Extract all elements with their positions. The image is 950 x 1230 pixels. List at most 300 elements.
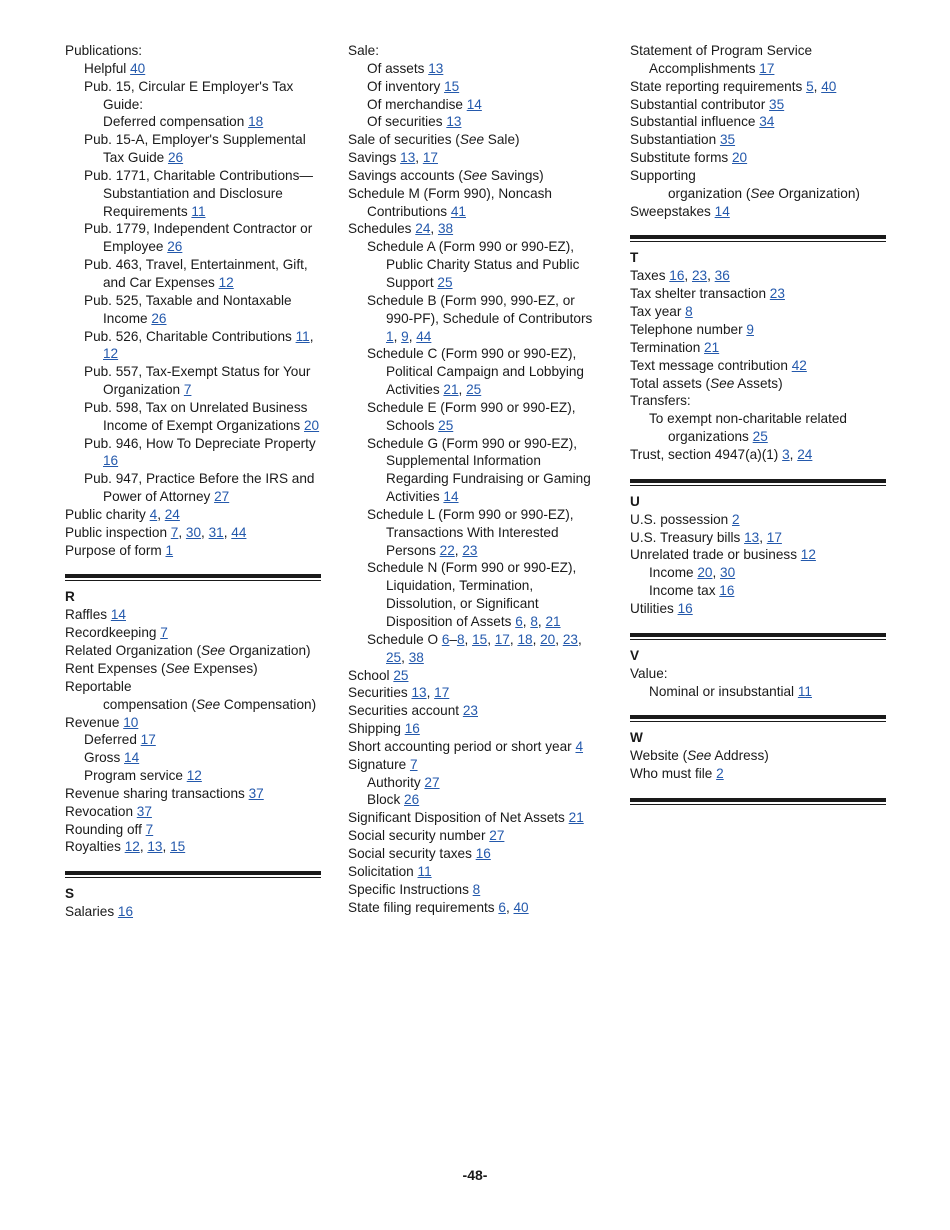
page-link[interactable]: 16 (669, 268, 685, 284)
index-entry (630, 665, 886, 683)
index-entry (348, 881, 604, 899)
page-link[interactable]: 17 (422, 150, 438, 166)
page-link[interactable]: 23 (462, 703, 478, 719)
entry-text-tail: Address) (711, 748, 769, 764)
index-entry (630, 131, 886, 149)
index-entry (65, 624, 321, 642)
section-letter-heading: R (65, 589, 75, 605)
page-link[interactable]: 2 (732, 511, 740, 527)
index-entry (65, 803, 321, 821)
page-separator: , (157, 506, 165, 522)
page-link[interactable]: 13 (400, 150, 416, 166)
page-link[interactable]: 35 (769, 96, 785, 112)
page-link[interactable]: 24 (164, 506, 180, 522)
entry-text: Statement of Program Service Accomplishments (630, 43, 813, 76)
page-link[interactable]: 8 (472, 881, 481, 897)
index-entry (65, 696, 321, 714)
entry-text: Revenue (65, 714, 124, 730)
page-link[interactable]: 17 (759, 60, 775, 76)
entry-text: Publications: (65, 43, 143, 58)
page-link[interactable]: 30 (720, 565, 736, 581)
page-link[interactable]: 6 (515, 614, 523, 629)
page-separator: , (813, 78, 822, 94)
page-link[interactable]: 15 (472, 631, 488, 647)
page-separator: , (505, 899, 514, 915)
section-letter-heading: U (630, 493, 640, 509)
index-entry (65, 506, 321, 524)
page-link[interactable]: 14 (110, 607, 126, 623)
entry-text: Schedule C (Form 990 or 990-EZ), Political Campaign and Lobbying Activities (367, 346, 584, 398)
page-separator: , (426, 685, 435, 701)
index-entry (630, 303, 886, 321)
entry-text: Schedules (348, 221, 416, 237)
page-link[interactable]: 6 (498, 899, 506, 915)
page-separator: , (789, 446, 798, 462)
index-entry (630, 339, 886, 357)
index-entry (630, 546, 886, 564)
page-separator: , (537, 614, 546, 629)
page-link[interactable]: 6 (441, 631, 450, 647)
index-entry (348, 220, 604, 238)
entry-text: Savings accounts ( (348, 167, 463, 183)
index-entry (630, 113, 886, 131)
page-link[interactable]: 7 (160, 625, 168, 641)
page-separator: , (309, 328, 314, 344)
page-link[interactable]: 10 (123, 714, 139, 730)
page-link[interactable]: 38 (408, 649, 424, 665)
entry-text: Sweepstakes (630, 203, 715, 219)
index-entry (348, 345, 604, 399)
page-link[interactable]: 23 (691, 268, 708, 284)
page-link[interactable]: 12 (800, 547, 816, 563)
page-link[interactable]: 14 (714, 203, 730, 219)
entry-text: Schedule O (367, 631, 442, 647)
page-link[interactable]: 16 (719, 583, 735, 599)
page-link[interactable]: 40 (130, 60, 146, 76)
index-entry (630, 765, 886, 783)
page-link[interactable]: 14 (466, 96, 482, 112)
page-link[interactable]: 13 (428, 60, 444, 76)
page-link[interactable]: 9 (401, 328, 409, 344)
entry-text: Pub. 946, How To Depreciate Property (84, 435, 316, 451)
entry-text: Trust, section 4947(a)(1) (630, 446, 783, 462)
page-link[interactable]: 25 (438, 417, 454, 433)
page-link[interactable]: 36 (714, 268, 730, 284)
page-link[interactable]: 20 (540, 631, 556, 647)
page-link[interactable]: 7 (409, 756, 418, 772)
index-entry (348, 42, 604, 60)
index-entry (348, 667, 604, 685)
entry-text: Pub. 1779, Independent Contractor or Employee (84, 221, 313, 255)
page-link[interactable]: 44 (416, 328, 432, 344)
index-entry (65, 42, 321, 60)
index-entry (65, 78, 321, 114)
page-link[interactable]: 12 (103, 346, 119, 362)
entry-text: Pub. 15-A, Employer's Supplemental Tax Guide (84, 132, 306, 166)
page-link[interactable]: 23 (462, 542, 478, 558)
index-entry (348, 702, 604, 720)
entry-text: To exempt non-charitable related organizations (649, 411, 847, 445)
entry-text: Deferred compensation (103, 114, 249, 130)
page-link[interactable]: 16 (103, 453, 119, 469)
entry-text: Signature (348, 756, 410, 772)
page-link[interactable]: 16 (117, 904, 134, 920)
entry-text: Tax shelter transaction (630, 286, 770, 302)
index-entry (65, 131, 321, 167)
entry-text: Utilities (630, 600, 678, 616)
page-link[interactable]: 24 (797, 446, 813, 462)
page-separator: , (522, 614, 531, 629)
page-separator: , (712, 565, 721, 581)
page-separator: , (139, 839, 148, 855)
entry-text: Supporting (630, 167, 696, 183)
page-link[interactable]: 20 (732, 150, 748, 166)
entry-text: Short accounting period or short year (348, 738, 576, 754)
page-link[interactable]: 1 (386, 328, 394, 344)
section-letter-heading: W (630, 730, 643, 746)
index-entry (348, 791, 604, 809)
index-entry (65, 660, 321, 678)
entry-text: School (348, 667, 394, 683)
entry-text: State reporting requirements (630, 78, 807, 94)
page-link[interactable]: 26 (151, 310, 167, 326)
index-entry (65, 470, 321, 506)
index-entry (348, 506, 604, 560)
index-entry (65, 542, 321, 560)
entry-text: Salaries (65, 904, 118, 920)
entry-text: Pub. 947, Practice Before the IRS and Power of Attorney (84, 471, 315, 505)
page-link[interactable]: 26 (404, 792, 420, 808)
page-link[interactable]: 24 (415, 221, 431, 237)
entry-text-tail: Expenses) (189, 661, 258, 676)
page-link[interactable]: 41 (450, 203, 466, 219)
entry-text: Of securities (367, 114, 447, 130)
page-separator: , (532, 631, 541, 647)
page-link[interactable]: 11 (295, 328, 310, 344)
entry-text: Pub. 463, Travel, Entertainment, Gift, and Car Expenses (84, 257, 308, 290)
page-link[interactable]: 3 (782, 446, 790, 462)
index-entry (348, 238, 604, 292)
page-link[interactable]: 26 (167, 239, 183, 255)
entry-text: Termination (630, 339, 705, 355)
page-link[interactable]: 8 (685, 304, 693, 320)
index-entry (65, 328, 321, 364)
index-entry (65, 167, 321, 221)
page-link[interactable]: 13 (744, 529, 760, 545)
section-rule (630, 479, 886, 483)
entry-text-tail: Assets) (734, 375, 783, 391)
index-entry (65, 731, 321, 749)
index-entry (630, 167, 886, 185)
entry-text: Reportable (65, 678, 132, 694)
section-letter-heading: S (65, 886, 75, 902)
index-entry (630, 582, 886, 600)
page-link[interactable]: 18 (248, 114, 264, 130)
index-entry (630, 511, 886, 529)
section-letter-heading: V (630, 647, 640, 663)
page-link[interactable]: 21 (704, 339, 720, 355)
page-link[interactable]: 25 (386, 649, 402, 665)
page-separator: – (449, 631, 457, 647)
entry-text: Significant Disposition of Net Assets (348, 810, 569, 826)
entry-text: Schedule G (Form 990 or 990-EZ), Supplemental Information Regarding Fundraising or Gaming Activities (367, 435, 591, 505)
index-entry (348, 96, 604, 114)
page-link[interactable]: 12 (124, 839, 140, 855)
page-link[interactable]: 37 (248, 785, 264, 801)
entry-text: Substantial influence (630, 114, 760, 130)
entry-text: Schedule B (Form 990, 990-EZ, or 990-PF), Schedule of Contributors (367, 292, 593, 326)
index-entry (65, 113, 321, 131)
page-link[interactable]: 25 (466, 382, 482, 398)
entry-text: Public charity (65, 506, 150, 522)
section-rule (630, 798, 886, 802)
index-entry (630, 564, 886, 582)
page-separator: , (201, 524, 209, 540)
section-rule (65, 574, 321, 578)
index-entry (348, 78, 604, 96)
page-number: -48- (462, 1167, 488, 1183)
entry-text: Revenue sharing transactions (65, 785, 249, 801)
entry-text: Of inventory (367, 78, 445, 94)
section-rule (630, 715, 886, 719)
page-link[interactable]: 13 (446, 114, 462, 130)
page-link[interactable]: 40 (821, 78, 837, 94)
entry-text: Revocation (65, 803, 137, 819)
index-entry (65, 642, 321, 660)
entry-text: Who must file (630, 766, 717, 782)
index-entry (348, 113, 604, 131)
index-entry (65, 838, 321, 856)
page-link[interactable]: 30 (185, 524, 202, 540)
page-separator: , (458, 382, 467, 398)
entry-text-tail: Compensation) (220, 696, 317, 712)
page-link[interactable]: 17 (140, 732, 156, 748)
page-link[interactable]: 25 (437, 274, 453, 290)
entry-text: Website ( (630, 748, 688, 764)
entry-text: Related Organization ( (65, 643, 202, 659)
entry-text: Sale of securities ( (348, 132, 460, 148)
index-entry (65, 785, 321, 803)
page-link[interactable]: 7 (183, 382, 192, 398)
entry-text: U.S. possession (630, 511, 732, 527)
page-link[interactable]: 4 (149, 506, 158, 522)
see-reference: See (165, 661, 190, 676)
see-reference: See (459, 132, 485, 148)
index-entry (348, 631, 604, 667)
entry-text: Transfers: (630, 393, 691, 409)
page-link[interactable]: 27 (489, 828, 505, 844)
page-link[interactable]: 4 (575, 738, 584, 754)
see-reference: See (201, 643, 226, 659)
page-link[interactable]: 14 (124, 750, 140, 766)
see-reference: See (195, 696, 221, 712)
page-link[interactable]: 12 (218, 274, 234, 290)
entry-text: Block (367, 792, 405, 808)
index-entry (348, 185, 604, 221)
page-link[interactable]: 7 (145, 821, 154, 837)
page-link[interactable]: 21 (545, 614, 561, 629)
page-link[interactable]: 25 (393, 667, 409, 683)
entry-text: Value: (630, 665, 668, 681)
page-link[interactable]: 11 (191, 203, 206, 219)
index-entry (348, 756, 604, 774)
page-link[interactable]: 26 (167, 150, 184, 166)
index-entry (65, 714, 321, 732)
page-separator: , (430, 221, 438, 237)
page-link[interactable]: 17 (434, 685, 450, 701)
entry-text: Taxes (630, 268, 670, 284)
index-entry (65, 524, 321, 542)
page-link[interactable]: 16 (475, 845, 491, 861)
entry-text: Total assets ( (630, 375, 711, 391)
entry-text: Pub. 15, Circular E Employer's Tax Guide: (84, 78, 294, 112)
entry-text: Of assets (367, 60, 429, 76)
index-entry (630, 683, 886, 701)
index-entry (630, 446, 886, 464)
page-link[interactable]: 15 (444, 78, 460, 94)
page-link[interactable]: 5 (806, 78, 814, 94)
page-link[interactable]: 38 (437, 221, 454, 237)
entry-text: Program service (84, 768, 187, 784)
entry-text: Securities (348, 685, 412, 701)
entry-text: Substantiation (630, 132, 720, 148)
entry-text: Specific Instructions (348, 881, 473, 897)
index-entry (65, 292, 321, 328)
entry-text: Nominal or insubstantial (649, 683, 798, 699)
page-separator: , (577, 631, 582, 647)
page-link[interactable]: 11 (797, 683, 812, 699)
index-column-3 (630, 42, 886, 802)
page-link[interactable]: 8 (530, 614, 538, 629)
index-entry (65, 903, 321, 921)
entry-text: Recordkeeping (65, 625, 161, 641)
page-link[interactable]: 20 (303, 417, 320, 433)
index-entry (630, 149, 886, 167)
page-link[interactable]: 42 (791, 357, 807, 373)
page-link[interactable]: 16 (677, 600, 693, 616)
entry-text: Pub. 526, Charitable Contributions (84, 328, 296, 344)
page-link[interactable]: 2 (716, 766, 724, 782)
index-entry (65, 363, 321, 399)
page-link[interactable]: 31 (208, 524, 224, 540)
index-entry (348, 149, 604, 167)
entry-text: Royalties (65, 839, 125, 855)
page-link[interactable]: 27 (424, 774, 440, 790)
entry-text: Income (649, 565, 698, 581)
page-separator: , (162, 839, 171, 855)
page-link[interactable]: 1 (165, 542, 174, 558)
entry-text: Schedule N (Form 990 or 990-EZ), Liquidation, Termination, Dissolution, or Significant Disposition of Assets (367, 560, 577, 629)
index-entry (65, 678, 321, 696)
page-link[interactable]: 7 (170, 524, 179, 540)
page-separator: , (464, 631, 473, 647)
index-entry (348, 738, 604, 756)
index-entry (65, 256, 321, 292)
index-entry (630, 747, 886, 765)
page-separator: , (401, 649, 409, 665)
index-entry (65, 220, 321, 256)
page-link[interactable]: 27 (214, 489, 230, 505)
entry-text: Substantial contributor (630, 96, 770, 112)
entry-text: Securities account (348, 703, 463, 719)
entry-text: Public inspection (65, 524, 171, 540)
page-link[interactable]: 25 (752, 429, 768, 445)
page-link[interactable]: 16 (404, 721, 420, 737)
page-link[interactable]: 13 (411, 685, 427, 701)
page-link[interactable]: 8 (456, 631, 465, 647)
index-entry (65, 821, 321, 839)
entry-text: Sale: (348, 43, 379, 58)
index-entry (630, 185, 886, 203)
entry-text: Telephone number (630, 321, 747, 337)
entry-text: Solicitation (348, 863, 418, 879)
page-link[interactable]: 23 (769, 286, 785, 302)
page-link[interactable]: 11 (417, 863, 432, 879)
page-link[interactable]: 22 (439, 542, 455, 558)
page-link[interactable]: 40 (513, 899, 529, 915)
page-link[interactable]: 13 (147, 839, 163, 855)
page-link[interactable]: 35 (719, 132, 736, 148)
page-link[interactable]: 23 (562, 631, 578, 647)
entry-text: Shipping (348, 721, 405, 737)
index-entry (65, 767, 321, 785)
entry-text: Pub. 1771, Charitable Contributions—Substantiation and Disclosure Requirements (84, 167, 313, 219)
page-link[interactable]: 37 (136, 803, 152, 819)
index-entry (630, 600, 886, 618)
index-entry (348, 399, 604, 435)
page-separator: , (408, 328, 417, 344)
page-separator: , (707, 268, 715, 284)
see-reference: See (687, 748, 712, 764)
page-link[interactable]: 12 (186, 768, 202, 784)
index-entry (630, 392, 886, 410)
index-entry (65, 606, 321, 624)
page-link[interactable]: 15 (170, 839, 186, 855)
entry-text: Income tax (649, 583, 720, 599)
entry-text: Pub. 557, Tax-Exempt Status for Your Organization (84, 364, 311, 398)
index-entry (348, 809, 604, 827)
entry-text: Pub. 525, Taxable and Nontaxable Income (84, 292, 292, 326)
page-separator: , (454, 542, 463, 558)
page-link[interactable]: 21 (568, 810, 584, 826)
index-entry (348, 827, 604, 845)
index-entry (65, 749, 321, 767)
index-entry (348, 435, 604, 506)
page-link[interactable]: 18 (517, 631, 533, 647)
page-link[interactable]: 21 (443, 382, 459, 398)
page-link[interactable]: 17 (766, 529, 782, 545)
index-entry (348, 899, 604, 917)
index-entry (348, 292, 604, 346)
index-entry (630, 78, 886, 96)
page-link[interactable]: 14 (443, 489, 459, 505)
index-entry (348, 60, 604, 78)
page-separator: , (415, 150, 423, 166)
see-reference: See (462, 167, 488, 183)
page-link[interactable]: 34 (759, 114, 775, 130)
entry-text: U.S. Treasury bills (630, 529, 745, 545)
index-entry (630, 267, 886, 285)
page-link[interactable]: 20 (697, 565, 713, 581)
page-link[interactable]: 9 (746, 321, 754, 337)
index-entry (65, 399, 321, 435)
index-entry (65, 435, 321, 471)
index-entry (348, 720, 604, 738)
index-entry (348, 559, 604, 630)
page-link[interactable]: 17 (494, 631, 510, 647)
page-separator: , (684, 268, 692, 284)
page-link[interactable]: 44 (231, 524, 247, 540)
